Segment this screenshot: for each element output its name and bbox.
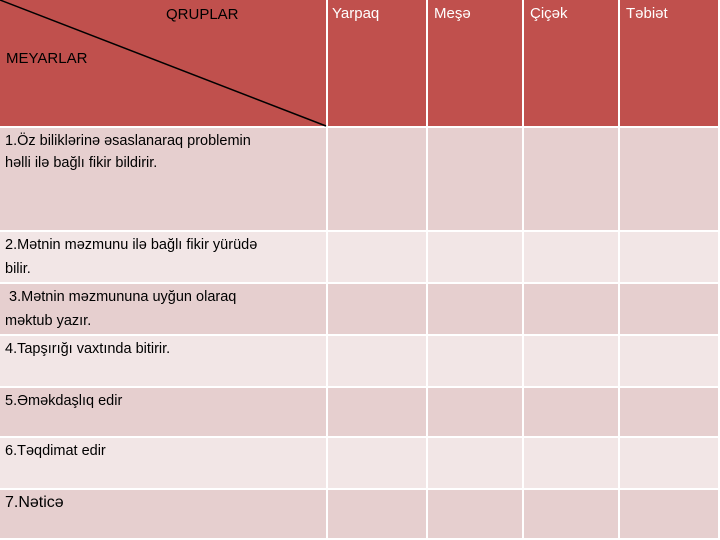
grade-cell[interactable]	[328, 490, 428, 540]
column-header-mese	[428, 0, 524, 128]
header-corner-cell	[0, 0, 328, 128]
grade-cell[interactable]	[328, 128, 428, 232]
grade-cell[interactable]	[328, 438, 428, 490]
column-header-label: Təbiət	[626, 5, 668, 22]
table-row-label-cell	[0, 336, 328, 388]
column-header-cicek	[524, 0, 620, 128]
column-header-label: Çiçək	[530, 5, 568, 22]
grade-cell[interactable]	[428, 388, 524, 438]
criterion-line: 1.Öz biliklərinə əsaslanaraq problemin	[5, 133, 251, 149]
criterion-text	[5, 284, 236, 334]
table-row-label-cell	[0, 388, 328, 438]
criterion-line: məktub yazır.	[5, 313, 92, 329]
grade-cell[interactable]	[428, 336, 524, 388]
criterion-text: 6.Təqdimat edir	[5, 443, 106, 459]
grade-cell[interactable]	[428, 284, 524, 336]
column-header-yarpaq	[328, 0, 428, 128]
criterion-line: 2.Mətnin məzmunu ilə bağlı fikir yürüdə	[5, 237, 258, 253]
grade-cell[interactable]	[524, 284, 620, 336]
table-row-label-cell	[0, 284, 328, 336]
grade-cell[interactable]	[620, 284, 720, 336]
groups-label: QRUPLAR	[166, 6, 239, 23]
table-row-label-cell	[0, 490, 328, 540]
grade-cell[interactable]	[428, 128, 524, 232]
criterion-text: 4.Tapşırığı vaxtında bitirir.	[5, 341, 171, 357]
criterion-text: 7.Nəticə	[5, 494, 64, 511]
grade-cell[interactable]	[524, 232, 620, 284]
criteria-label: MEYARLAR	[6, 50, 88, 67]
grade-cell[interactable]	[428, 438, 524, 490]
grade-cell[interactable]	[524, 128, 620, 232]
criterion-text	[5, 128, 251, 176]
column-header-label: Meşə	[434, 5, 471, 22]
grade-cell[interactable]	[428, 232, 524, 284]
grade-cell[interactable]	[524, 336, 620, 388]
grade-cell[interactable]	[524, 438, 620, 490]
criterion-text	[5, 232, 257, 282]
grade-cell[interactable]	[620, 438, 720, 490]
grade-cell[interactable]	[524, 490, 620, 540]
grade-cell[interactable]	[620, 232, 720, 284]
grade-cell[interactable]	[328, 284, 428, 336]
criterion-line: 3.Mətnin məzmununa uyğun olaraq	[5, 289, 237, 305]
table-row-label-cell	[0, 438, 328, 490]
grade-cell[interactable]	[524, 388, 620, 438]
table-row-label-cell	[0, 128, 328, 232]
column-header-label: Yarpaq	[332, 5, 380, 22]
table-row-label-cell	[0, 232, 328, 284]
grade-cell[interactable]	[428, 490, 524, 540]
grade-cell[interactable]	[620, 336, 720, 388]
grade-cell[interactable]	[620, 388, 720, 438]
grade-cell[interactable]	[328, 388, 428, 438]
grade-cell[interactable]	[620, 490, 720, 540]
grade-cell[interactable]	[328, 232, 428, 284]
column-header-tebiet	[620, 0, 720, 128]
criterion-line: bilir.	[5, 261, 31, 277]
criterion-line: həlli ilə bağlı fikir bildirir.	[5, 155, 158, 171]
grade-cell[interactable]	[328, 336, 428, 388]
criterion-text: 5.Əməkdaşlıq edir	[5, 393, 123, 409]
grade-cell[interactable]	[620, 128, 720, 232]
